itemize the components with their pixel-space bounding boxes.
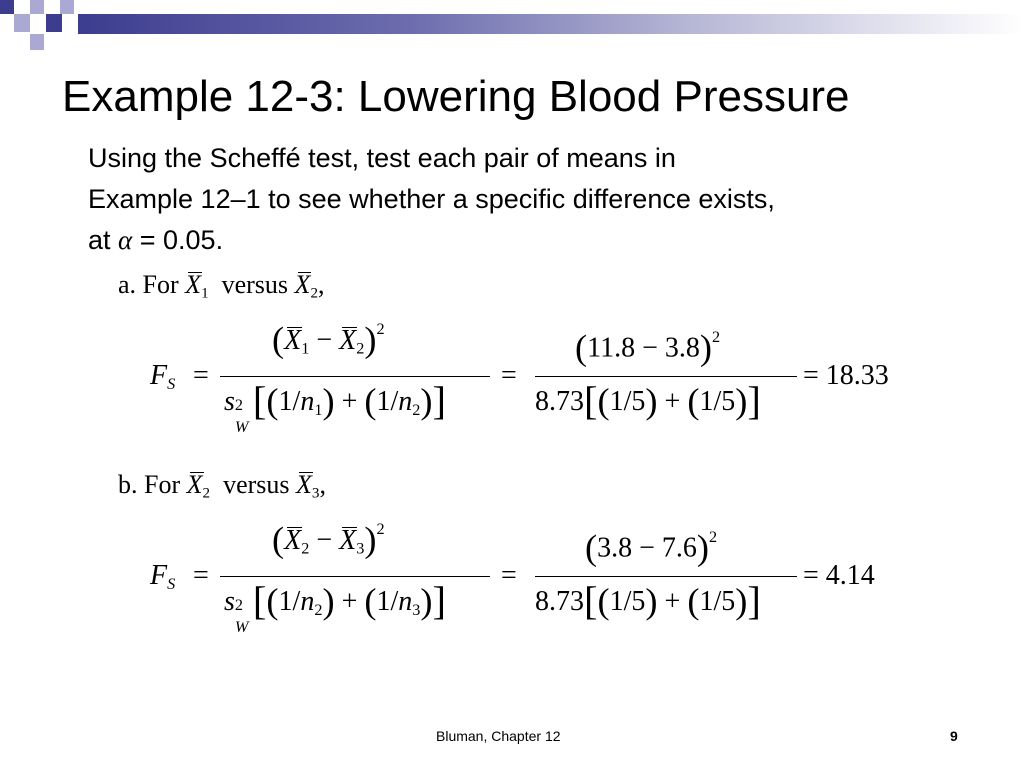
fraction-bar	[535, 376, 797, 377]
numerator-symbolic: $(X_2 - X_3)^2$	[272, 519, 385, 560]
header-square	[46, 14, 62, 32]
slide-title: Example 12-3: Lowering Blood Pressure	[62, 72, 850, 121]
denominator-numeric: 8.73[(1/5) + (1/5)]	[535, 378, 761, 424]
intro-line: at α = 0.05.	[88, 225, 224, 255]
f-s-symbol: $F_S$	[150, 560, 176, 593]
equals-sign: =	[501, 360, 517, 391]
equals-sign: =	[193, 360, 209, 391]
header-square	[0, 0, 14, 14]
equals-sign: =	[193, 560, 209, 591]
part-a-label: a. For $X_1$ versus $X_2$,	[118, 270, 325, 302]
fraction-bar	[220, 576, 490, 577]
denominator-numeric: 8.73[(1/5) + (1/5)]	[535, 578, 761, 624]
part-b-label: b. For $X_2$ versus $X_3$,	[118, 470, 326, 502]
intro-text	[88, 138, 978, 261]
f-s-symbol: $F_S$	[150, 360, 176, 393]
numerator-numeric: $(3.8 - 7.6)^2$	[585, 527, 718, 568]
footer-source: Bluman, Chapter 12	[436, 728, 561, 744]
header-square	[14, 14, 30, 32]
numerator-symbolic: $(X_1 - X_2)^2$	[272, 319, 385, 360]
result-value: = 18.33	[803, 360, 889, 391]
equals-sign: =	[501, 560, 517, 591]
numerator-numeric: $(11.8 - 3.8)^2$	[575, 327, 721, 368]
header-square	[60, 0, 74, 14]
header-square	[30, 34, 44, 50]
page-number: 9	[950, 728, 958, 744]
fraction-bar	[220, 376, 490, 377]
denominator-symbolic: s 2 W $[(1/n_1) + (1/n_2)]$	[224, 378, 447, 436]
intro-line: Example 12–1 to see whether a specific difference exists,	[88, 184, 775, 214]
denominator-symbolic: s 2 W $[(1/n_2) + (1/n_3)]$	[224, 578, 447, 636]
header-square	[30, 0, 44, 14]
alpha-symbol: α	[118, 225, 133, 255]
header-gradient-bar	[78, 14, 1024, 34]
result-value: = 4.14	[803, 560, 875, 591]
intro-line: Using the Scheffé test, test each pair of means in	[88, 143, 676, 173]
fraction-bar	[535, 576, 797, 577]
